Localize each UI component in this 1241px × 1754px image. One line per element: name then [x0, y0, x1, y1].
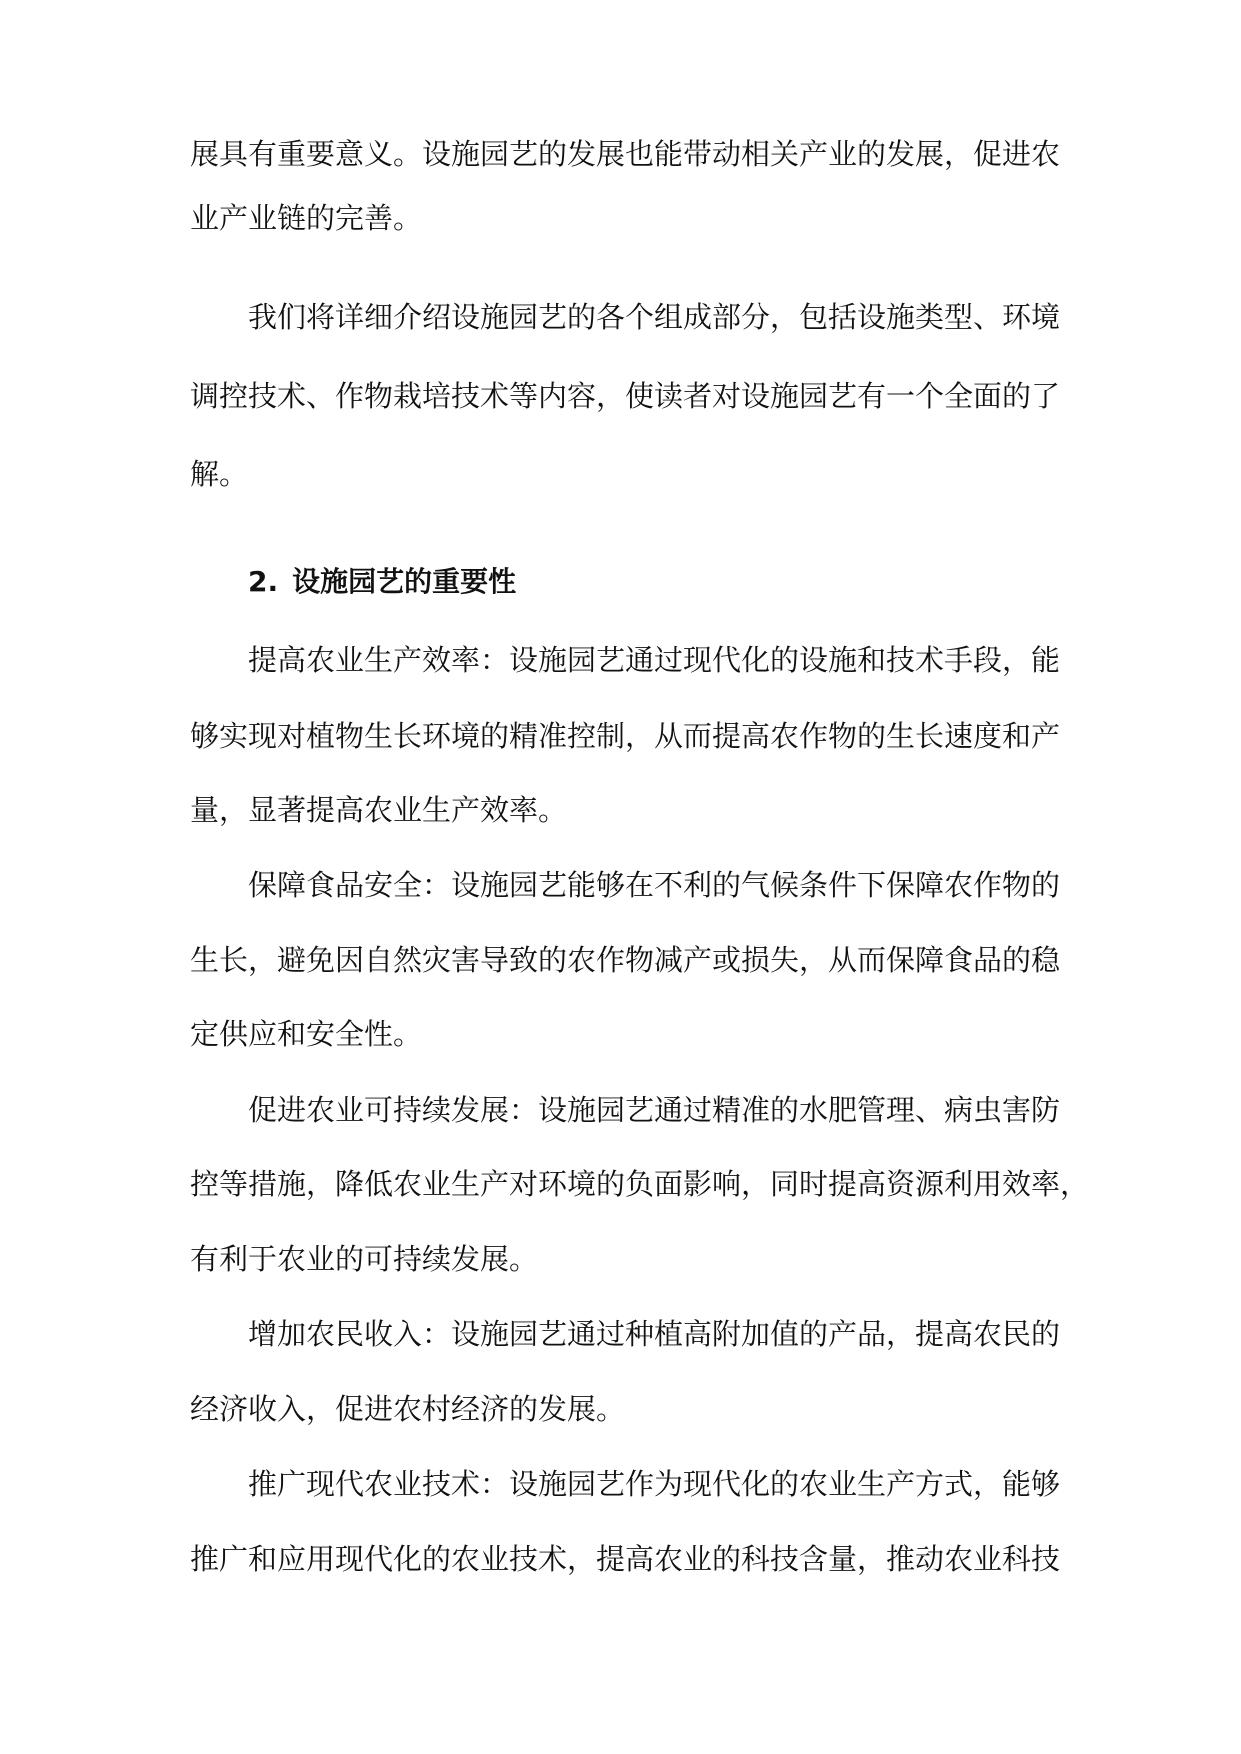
food-safety-line2: 生长，避免因自然灾害导致的农作物减产或损失，从而保障食品的稳 — [190, 943, 1061, 977]
sustainability-line1: 促进农业可持续发展：设施园艺通过精准的水肥管理、病虫害防 — [248, 1093, 1061, 1127]
food-safety-line3: 定供应和安全性。 — [190, 1017, 423, 1051]
intro-p1-line1: 展具有重要意义。设施园艺的发展也能带动相关产业的发展，促进农 — [190, 137, 1061, 171]
efficiency-line1: 提高农业生产效率：设施园艺通过现代化的设施和技术手段，能 — [248, 643, 1061, 677]
income-line2: 经济收入，促进农村经济的发展。 — [190, 1392, 626, 1426]
intro-p2-line1: 我们将详细介绍设施园艺的各个组成部分，包括设施类型、环境 — [248, 300, 1061, 334]
intro-p1-line2: 业产业链的完善。 — [190, 201, 423, 235]
technology-line2: 推广和应用现代化的农业技术，提高农业的科技含量，推动农业科技 — [190, 1542, 1061, 1576]
section-number: 2. — [248, 565, 279, 598]
section-title: 设施园艺的重要性 — [292, 565, 517, 598]
income-line1: 增加农民收入：设施园艺通过种植高附加值的产品，提高农民的 — [248, 1317, 1061, 1351]
intro-p2-line3: 解。 — [190, 457, 249, 491]
sustainability-line2: 控等措施，降低农业生产对环境的负面影响，同时提高资源利用效率， — [190, 1167, 1090, 1201]
technology-line1: 推广现代农业技术：设施园艺作为现代化的农业生产方式，能够 — [248, 1467, 1061, 1501]
intro-p2-line2: 调控技术、作物栽培技术等内容，使读者对设施园艺有一个全面的了 — [190, 379, 1061, 413]
section-heading — [248, 565, 517, 598]
food-safety-line1: 保障食品安全：设施园艺能够在不利的气候条件下保障农作物的 — [248, 868, 1061, 902]
sustainability-line3: 有利于农业的可持续发展。 — [190, 1242, 539, 1276]
efficiency-line2: 够实现对植物生长环境的精准控制，从而提高农作物的生长速度和产 — [190, 719, 1061, 753]
efficiency-line3: 量，显著提高农业生产效率。 — [190, 793, 568, 827]
